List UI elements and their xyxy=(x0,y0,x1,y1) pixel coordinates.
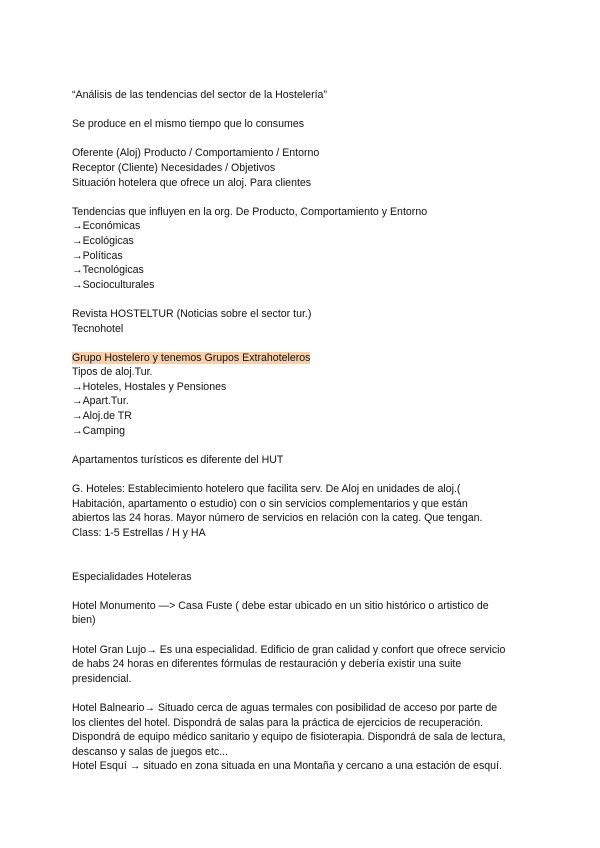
monumento-line: Hotel Monumento —> Casa Fuste ( debe estar ubicado en un sitio histórico o artistico de xyxy=(72,599,489,612)
granlujo-line: presidencial. xyxy=(72,672,132,685)
especialidades-heading: Especialidades Hoteleras xyxy=(72,570,192,583)
highlight-line xyxy=(72,351,528,366)
tipo-item: →Aloj.de TR xyxy=(72,410,132,423)
highlighted-text: Grupo Hostelero y tenemos Grupos Extrahoteleros xyxy=(72,351,311,364)
tendencia-item: →Políticas xyxy=(72,249,123,262)
situacion-line: Situación hotelera que ofrece un aloj. Para clientes xyxy=(72,176,312,189)
tendencia-item: →Tecnológicas xyxy=(72,264,144,277)
tendencia-item: →Socioculturales xyxy=(72,278,155,291)
esqui-line: Hotel Esquí → situado en zona situada en una Montaña y cercano a una estación de esquí. xyxy=(72,760,502,773)
tipo-item: →Hoteles, Hostales y Pensiones xyxy=(72,380,227,393)
balneario-line: descanso y salas de juegos etc... xyxy=(72,745,229,758)
granlujo-line: Hotel Gran Lujo→ Es una especialidad. Edificio de gran calidad y confort que ofrece servicio xyxy=(72,643,506,656)
ghoteles-line: G. Hoteles: Establecimiento hotelero que facilita serv. De Aloj en unidades de aloj.( xyxy=(72,483,461,496)
tipo-item: →Camping xyxy=(72,424,125,437)
ghoteles-line: Class: 1-5 Estrellas / H y HA xyxy=(72,526,206,539)
tendencias-heading: Tendencias que influyen en la org. De Producto, Comportamiento y Entorno xyxy=(72,205,428,218)
revista-line: Revista HOSTELTUR (Noticias sobre el sector tur.) xyxy=(72,307,312,320)
tendencia-item: →Ecológicas xyxy=(72,234,134,247)
granlujo-line: de habs 24 horas en diferentes fórmulas de restauración y debería existir una suite xyxy=(72,658,462,671)
ghoteles-line: abiertos las 24 horas. Mayor número de servicios en relación con la categ. Que tengan. xyxy=(72,512,483,525)
monumento-line: bien) xyxy=(72,614,96,627)
balneario-line: Hotel Balneario→ Situado cerca de aguas termales con posibilidad de acceso por parte de xyxy=(72,701,498,714)
tecnohotel-line: Tecnohotel xyxy=(72,322,124,335)
oferente-line: Oferente (Aloj) Producto / Comportamiento / Entorno xyxy=(72,147,320,160)
tipo-item: →Apart.Tur. xyxy=(72,395,129,408)
tendencia-item: →Económicas xyxy=(72,220,141,233)
ghoteles-line: Habitación, apartamento o estudio) con o sin servicios complementarios y que están xyxy=(72,497,468,510)
tipos-heading: Tipos de aloj.Tur. xyxy=(72,366,153,379)
balneario-line: Dispondrá de equipo médico sanitario y equipo de fisioterapia. Dispondrá de sala de lectura, xyxy=(72,731,506,744)
intro-text: Se produce en el mismo tiempo que lo consumes xyxy=(72,118,305,131)
document-title: “Análisis de las tendencias del sector de la Hostelería” xyxy=(72,89,327,101)
receptor-line: Receptor (Cliente) Necesidades / Objetivos xyxy=(72,161,276,174)
apartamentos-line: Apartamentos turísticos es diferente del HUT xyxy=(72,453,284,466)
balneario-line: los clientes del hotel. Dispondrá de salas para la práctica de ejercicios de recuperación. xyxy=(72,716,484,729)
